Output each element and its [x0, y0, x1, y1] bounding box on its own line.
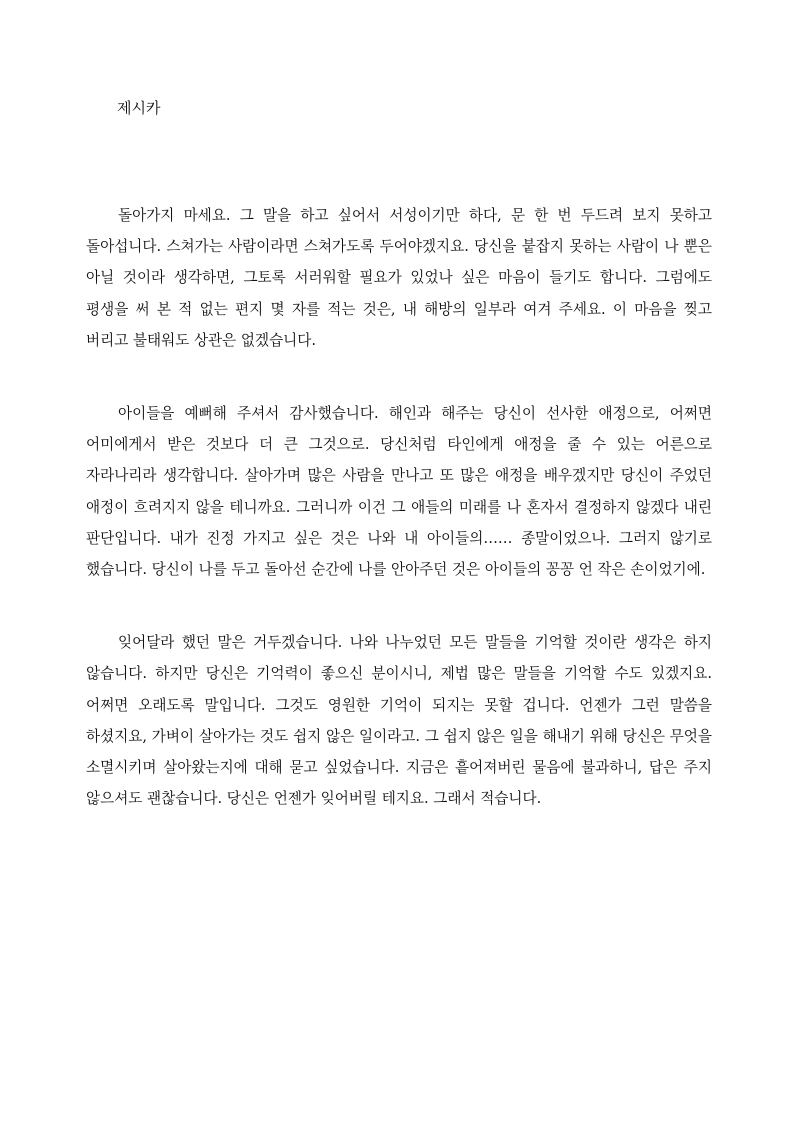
letter-body — [86, 200, 712, 856]
salutation: 제시카 — [117, 99, 161, 117]
paragraph-2: 아이들을 예뻐해 주셔서 감사했습니다. 해인과 해주는 당신이 선사한 애정으로, 어쩌면 어미에게서 받은 것보다 더 큰 그것으로. 당신처럼 타인에게 애정을 줄 수 있는 어른으로 자라나리라 생각합니다. 살아가며 많은 사람을 만나고 또 많은 애정을 배우겠지만 당신이 주었던 애정이 흐려지지 않을 테니까요. 그러니까 이건 그 애들의 미래를 나 혼자서 결정하지 않겠다 내린 판단입니다. 내가 진정 가지고 싶은 것은 나와 내 아이들의…… 종말이었으나. 그러지 않기로 했습니다. 당신이 나를 두고 돌아선 순간에 나를 안아주던 것은 아이들의 꽁꽁 언 작은 손이었기에. — [86, 405, 712, 579]
paragraph-3: 잊어달라 했던 말은 거두겠습니다. 나와 나누었던 모든 말들을 기억할 것이란 생각은 하지 않습니다. 하지만 당신은 기억력이 좋으신 분이시니, 제법 많은 말들을 기억할 수도 있겠지요. 어쩌면 오래도록 말입니다. 그것도 영원한 기억이 되지는 못할 겁니다. 언젠가 그런 말씀을 하셨지요, 가벼이 살아가는 것도 쉽지 않은 일이라고. 그 쉽지 않은 일을 해내기 위해 당신은 무엇을 소멸시키며 살아왔는지에 대해 묻고 싶었습니다. 지금은 흩어져버린 물음에 불과하니, 답은 주지 않으셔도 괜찮습니다. 당신은 언젠가 잊어버릴 테지요. 그래서 적습니다. — [86, 634, 712, 808]
paragraph-1: 돌아가지 마세요. 그 말을 하고 싶어서 서성이기만 하다, 문 한 번 두드려 보지 못하고 돌아섭니다. 스쳐가는 사람이라면 스쳐가도록 두어야겠지요. 당신을 붙잡지 못하는 사람이 나 뿐은 아닐 것이라 생각하면, 그토록 서러워할 필요가 있었나 싶은 마음이 들기도 합니다. 그럼에도 평생을 써 본 적 없는 편지 몇 자를 적는 것은, 내 해방의 일부라 여겨 주세요. 이 마음을 찢고 버리고 불태워도 상관은 없겠습니다. — [86, 207, 712, 349]
